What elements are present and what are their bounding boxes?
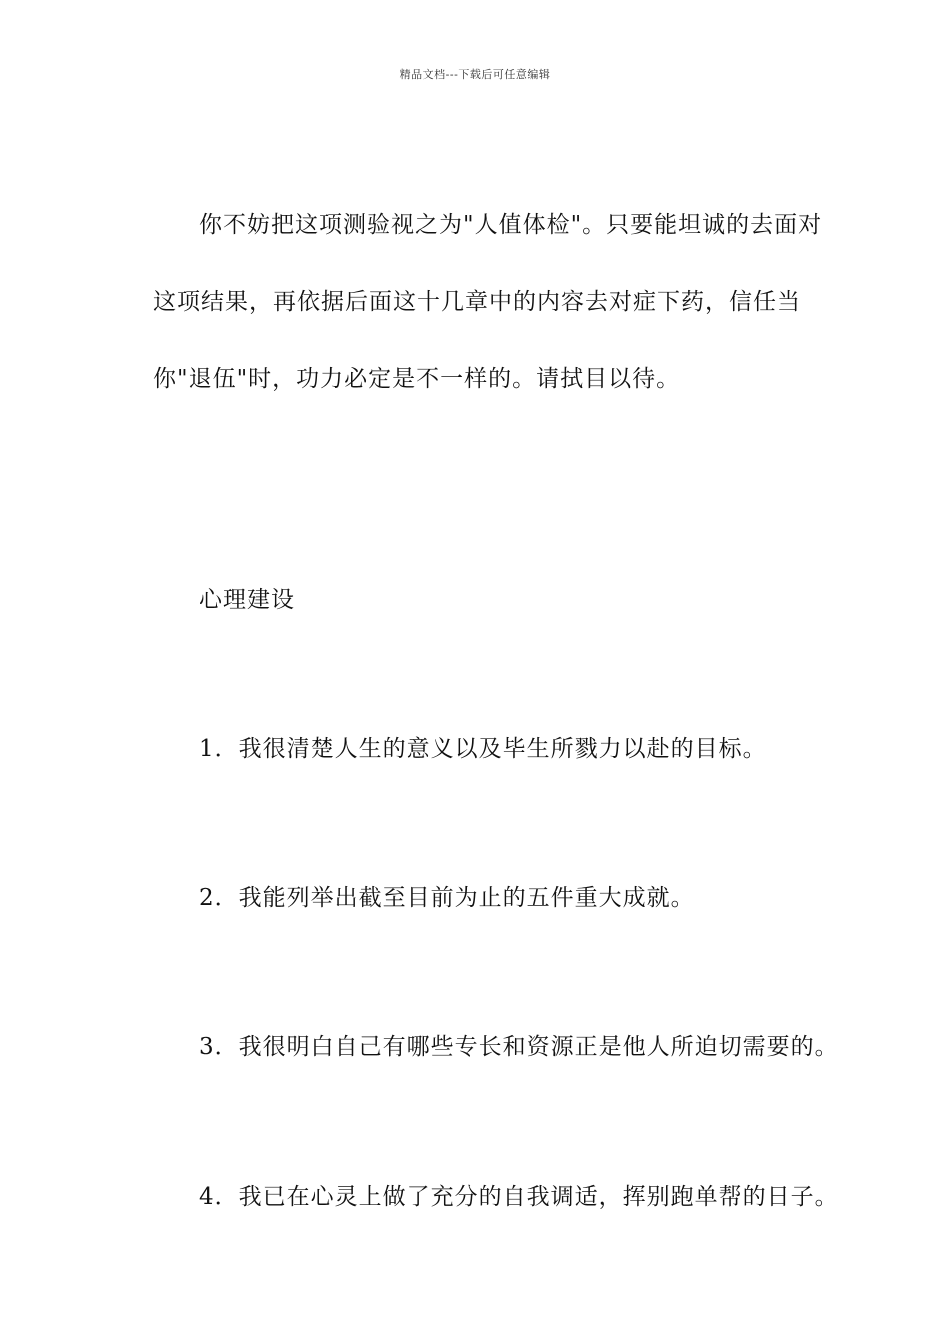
paragraph-line: 这项结果，再依据后面这十几章中的内容去对症下药，信任当 <box>153 289 801 315</box>
page-header: 精品文档---下载后可任意编辑 <box>399 68 551 81</box>
paragraph-line: 你不妨把这项测验视之为"人值体检"。只要能坦诚的去面对 <box>199 212 823 238</box>
section-heading: 心理建设 <box>199 587 295 613</box>
list-item: 1．我很清楚人生的意义以及毕生所戮力以赴的目标。 <box>199 736 767 762</box>
list-item: 3．我很明白自己有哪些专长和资源正是他人所迫切需要的。 <box>199 1034 839 1060</box>
list-item: 4．我已在心灵上做了充分的自我调适，挥别跑单帮的日子。 <box>199 1184 839 1210</box>
list-item: 2．我能列举出截至目前为止的五件重大成就。 <box>199 885 695 911</box>
paragraph-line: 你"退伍"时，功力必定是不一样的。请拭目以待。 <box>153 366 681 392</box>
